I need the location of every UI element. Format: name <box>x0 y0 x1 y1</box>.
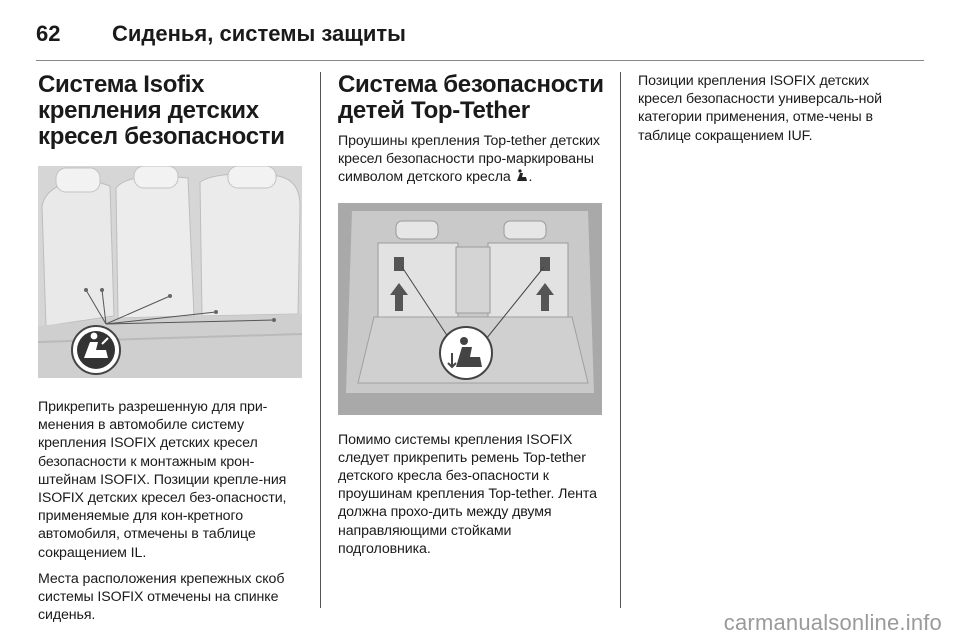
top-tether-paragraph-2: Помимо системы крепления ISOFIX следует прикрепить ремень Top-tether детского кресла без-опасности к проушинам крепления Top-tether. Лента должна прохо-дить между двумя направляющими стойками подголовника. <box>338 431 597 557</box>
column-divider-2 <box>620 72 621 608</box>
top-tether-trunk-illustration <box>338 203 602 415</box>
column-top-tether <box>338 72 604 566</box>
iuf-paragraph: Позиции крепления ISOFIX детских кресел безопасности универсаль-ной категории применения, отме-чены в таблице сокращением IUF. <box>638 73 882 144</box>
top-tether-paragraph-1: Проушины крепления Top-tether детских кресел безопасности про-маркированы символом детского кресла . <box>338 132 604 189</box>
child-seat-icon <box>515 169 529 188</box>
watermark: carmanualsonline.info <box>723 610 942 635</box>
page-header <box>36 14 926 54</box>
chapter-title: Сиденья, системы защиты <box>112 21 406 46</box>
section-heading-top-tether: Система безопасности детей Top-Tether <box>338 71 604 124</box>
header-divider <box>36 60 924 61</box>
isofix-paragraph-2: Места расположения крепежных скоб системы ISOFIX отмечены на спинке сиденья. <box>38 570 285 624</box>
section-heading-isofix: Система Isofix крепления детских кресел безопасности <box>38 71 285 150</box>
column-divider-1 <box>320 72 321 608</box>
column-isofix <box>38 72 304 632</box>
column-iuf <box>638 72 904 153</box>
isofix-paragraph-1: Прикрепить разрешенную для при-менения в автомобиле систему крепления ISOFIX детских кресел безопасности к монтажным крон-штейнам ISOFIX. Позиции крепле-ния ISOFIX детских кресел без-опасности, применяемые для кон-кретного автомобиля, отмечены в таблице сокращением IL. <box>38 399 287 561</box>
page-number: 62 <box>36 21 61 46</box>
isofix-seat-illustration <box>38 166 302 378</box>
